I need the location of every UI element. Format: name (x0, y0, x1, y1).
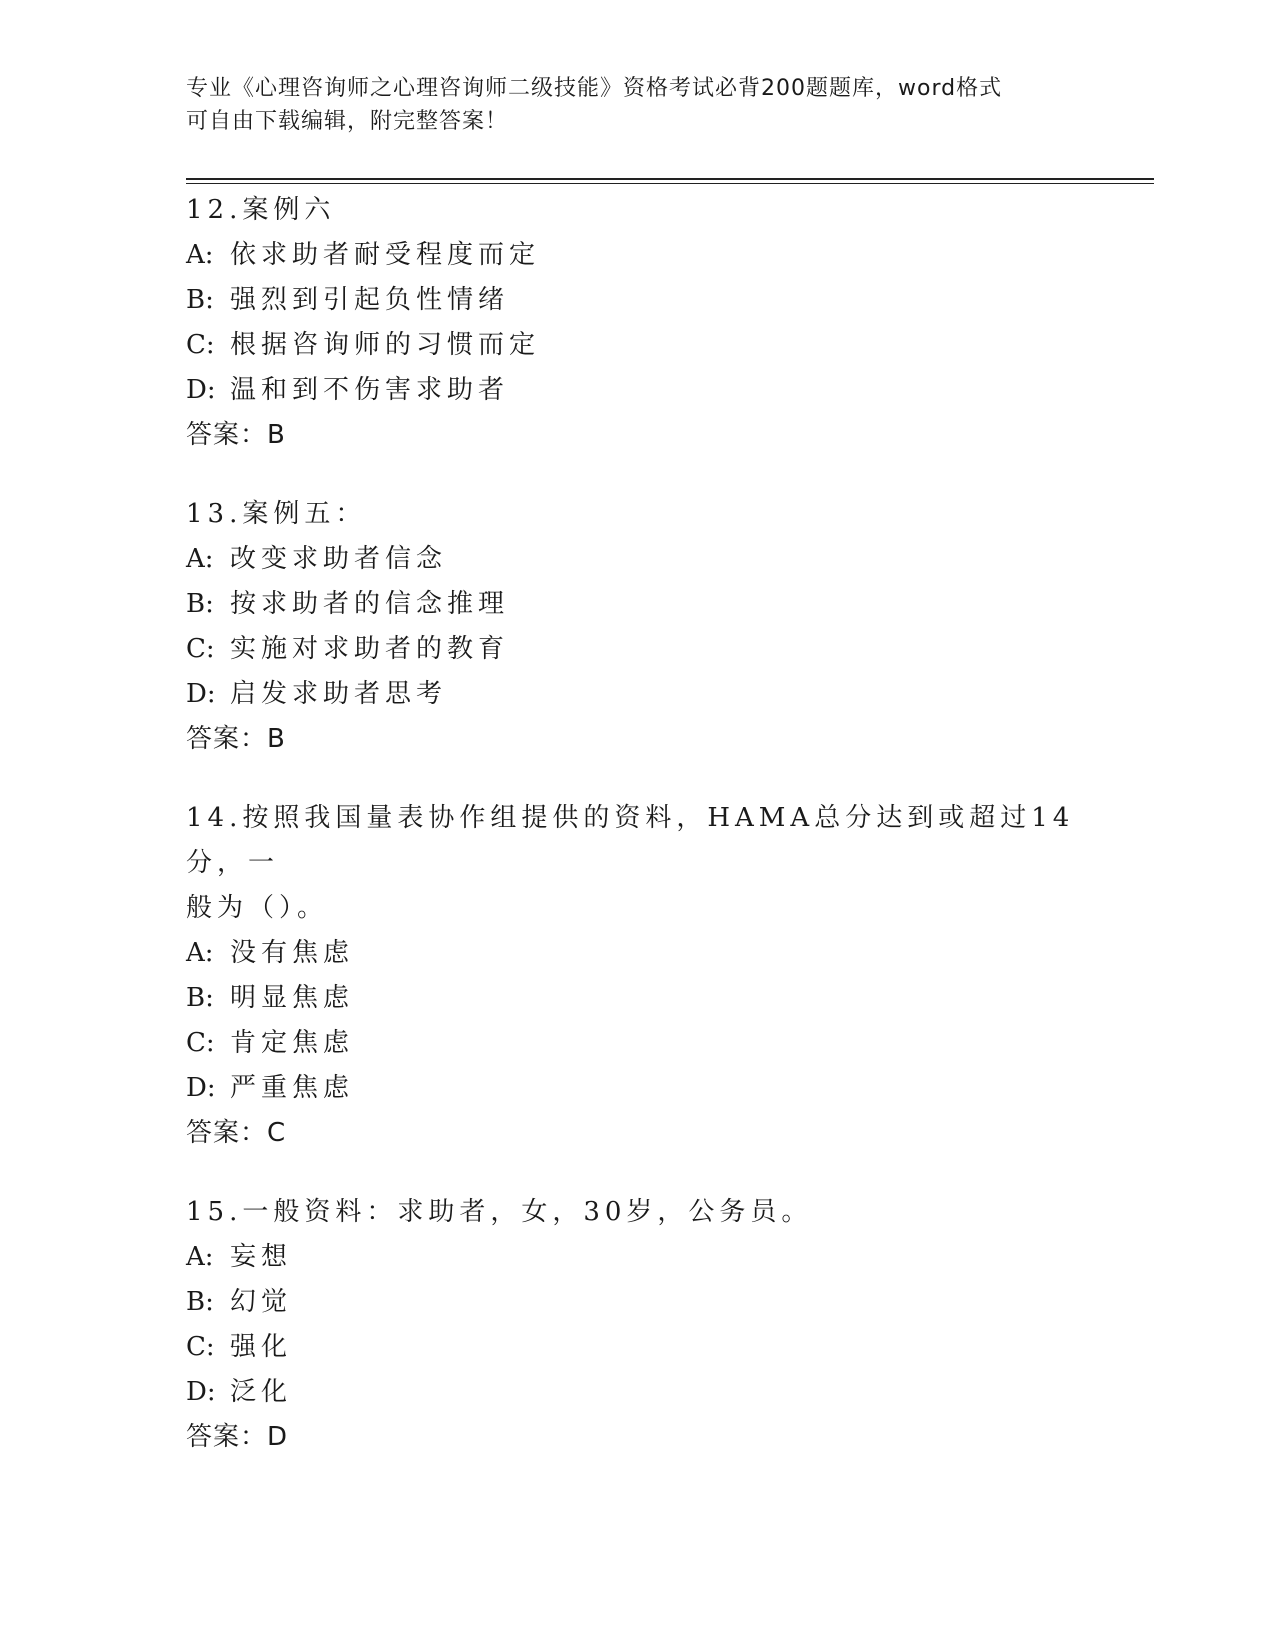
option-letter: C: (186, 1332, 215, 1362)
option-d (186, 1370, 1086, 1415)
answer-line: 答案：D (186, 1422, 289, 1452)
option-d (186, 1066, 1086, 1111)
option-d (186, 368, 1086, 413)
document-header (186, 72, 1066, 138)
option-text: 严重焦虑 (230, 1073, 355, 1103)
option-b (186, 582, 1086, 627)
option-letter: C: (186, 330, 215, 360)
option-c (186, 1325, 1086, 1370)
answer-line: 答案：C (186, 1118, 287, 1148)
option-text: 泛化 (230, 1377, 293, 1407)
option-letter: B: (186, 589, 214, 619)
header-divider-thick (186, 178, 1154, 180)
option-text: 改变求助者信念 (230, 544, 448, 574)
option-a (186, 537, 1086, 582)
option-text: 强烈到引起负性情绪 (230, 285, 510, 315)
option-c (186, 323, 1086, 368)
option-text: 启发求助者思考 (230, 679, 448, 709)
option-text: 幻觉 (230, 1287, 293, 1317)
option-text: 实施对求助者的教育 (230, 634, 510, 664)
question-12 (186, 188, 1086, 458)
header-line-1: 专业《心理咨询师之心理咨询师二级技能》资格考试必背200题题库，word格式 (186, 76, 1003, 101)
option-text: 依求助者耐受程度而定 (230, 240, 541, 270)
option-a (186, 1235, 1086, 1280)
option-text: 明显焦虑 (230, 983, 355, 1013)
option-letter: D: (186, 1377, 216, 1407)
option-letter: A: (186, 240, 214, 270)
question-list (186, 188, 1086, 1494)
option-b (186, 1280, 1086, 1325)
option-letter: A: (186, 544, 214, 574)
option-letter: B: (186, 285, 214, 315)
option-c (186, 627, 1086, 672)
question-stem: 12.案例六 (186, 195, 336, 225)
question-13 (186, 492, 1086, 762)
option-letter: A: (186, 1242, 214, 1272)
option-a (186, 233, 1086, 278)
option-letter: A: (186, 938, 214, 968)
option-letter: C: (186, 634, 215, 664)
header-line-2: 可自由下载编辑，附完整答案！ (186, 109, 509, 134)
option-text: 温和到不伤害求助者 (230, 375, 510, 405)
question-stem: 14.按照我国量表协作组提供的资料，HAMA总分达到或超过14分，一 (186, 803, 1075, 878)
option-text: 按求助者的信念推理 (230, 589, 510, 619)
header-divider-thin (186, 183, 1154, 184)
option-text: 强化 (230, 1332, 293, 1362)
option-letter: B: (186, 1287, 214, 1317)
question-stem-continued: 般为（）。 (186, 893, 329, 923)
option-letter: D: (186, 679, 216, 709)
option-letter: D: (186, 375, 216, 405)
option-c (186, 1021, 1086, 1066)
option-letter: C: (186, 1028, 215, 1058)
question-stem: 13.案例五： (186, 499, 367, 529)
option-text: 肯定焦虑 (230, 1028, 355, 1058)
option-d (186, 672, 1086, 717)
option-text: 根据咨询师的习惯而定 (230, 330, 541, 360)
answer-line: 答案：B (186, 724, 286, 754)
question-15 (186, 1190, 1086, 1460)
option-text: 没有焦虑 (230, 938, 355, 968)
option-letter: D: (186, 1073, 216, 1103)
option-b (186, 976, 1086, 1021)
question-14 (186, 796, 1086, 1156)
option-text: 妄想 (230, 1242, 293, 1272)
answer-line: 答案：B (186, 420, 286, 450)
option-b (186, 278, 1086, 323)
option-letter: B: (186, 983, 214, 1013)
question-stem: 15.一般资料：求助者，女，30岁，公务员。 (186, 1197, 813, 1227)
option-a (186, 931, 1086, 976)
